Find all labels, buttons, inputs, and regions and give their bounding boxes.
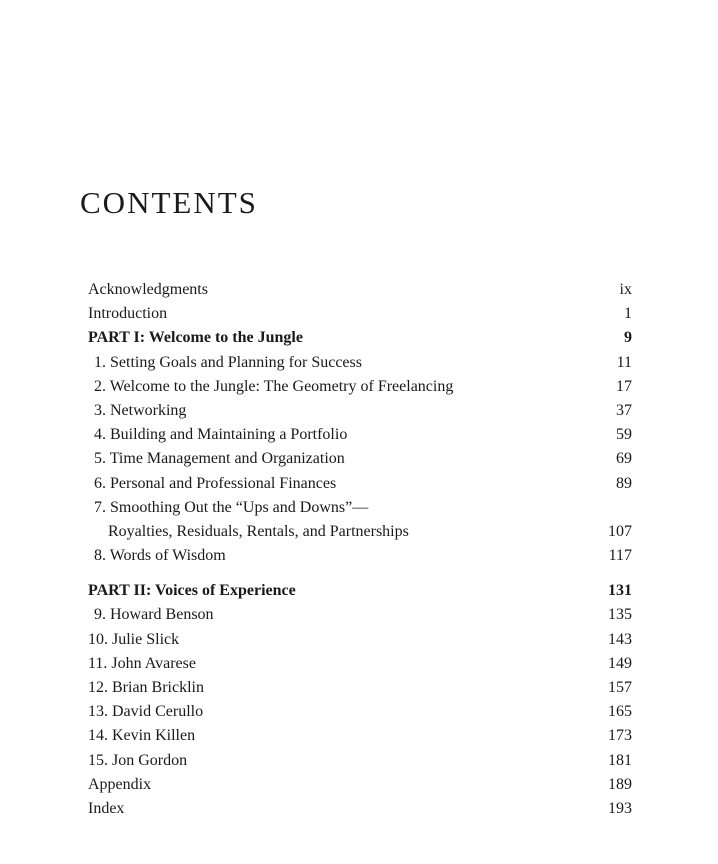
toc-entry-page: 17 [616,377,632,395]
toc-entry-title: 9. Howard Benson [94,606,214,624]
toc-entry-title: PART II: Voices of Experience [88,582,296,600]
toc-chapter-13 [88,700,632,724]
toc-entry-page: 165 [608,703,632,721]
toc-chapter-8 [88,544,632,568]
toc-entry-title: Introduction [88,305,168,323]
toc-entry-page: 173 [608,727,632,745]
toc-entry-page: 1 [624,305,632,323]
toc-chapter-12 [88,676,632,700]
toc-entry-page: 181 [608,751,632,769]
toc-entry-page: 193 [608,799,632,817]
toc-entry-page: 117 [608,547,632,565]
toc-entry-page: 149 [608,654,632,672]
toc-chapter-9 [88,603,632,627]
toc-entry-title: 7. Smoothing Out the “Ups and Downs”— [94,498,369,516]
toc-entry-title: 11. John Avarese [88,654,196,672]
contents-heading: CONTENTS [80,185,258,220]
toc-entry-title: 1. Setting Goals and Planning for Success [94,353,362,371]
toc-entry-appendix [88,773,632,797]
toc-entry-page: 69 [616,450,632,468]
toc-entry-title: 10. Julie Slick [88,630,180,648]
toc-entry-title: 13. David Cerullo [88,703,204,721]
toc-entry-title: 5. Time Management and Organization [94,450,345,468]
toc-entry-title: 8. Words of Wisdom [94,547,226,565]
table-of-contents [88,278,632,821]
toc-entry-page: 143 [608,630,632,648]
toc-entry-title: 14. Kevin Killen [88,727,196,745]
toc-entry-page: 11 [616,353,632,371]
toc-chapter-14 [88,724,632,748]
toc-entry-page: ix [619,281,632,298]
toc-chapter-7-continued [88,520,632,544]
toc-part-1 [88,326,632,350]
toc-entry-title: Index [88,799,125,817]
toc-entry-index [88,797,632,821]
toc-entry-title: Acknowledgments [88,281,208,298]
toc-entry-acknowledgments [88,278,632,302]
toc-chapter-1 [88,351,632,375]
toc-entry-title: PART I: Welcome to the Jungle [88,329,303,347]
toc-entry-page: 59 [616,426,632,444]
toc-chapter-15 [88,749,632,773]
toc-part-2 [88,579,632,603]
toc-entry-page: 157 [608,679,632,696]
toc-entry-title: 6. Personal and Professional Finances [94,474,337,492]
toc-entry-introduction [88,302,632,326]
toc-entry-title: Royalties, Residuals, Rentals, and Partnerships [108,522,409,540]
toc-chapter-4 [88,423,632,447]
toc-chapter-10 [88,628,632,652]
toc-entry-title: 12. Brian Bricklin [88,679,204,696]
toc-entry-page: 131 [608,582,632,600]
toc-entry-title: 4. Building and Maintaining a Portfolio [94,426,348,444]
toc-entry-page: 189 [608,775,632,793]
toc-chapter-6 [88,472,632,496]
toc-entry-title: 15. Jon Gordon [88,751,188,769]
toc-chapter-7 [88,496,632,520]
toc-entry-page: 89 [616,474,632,492]
toc-entry-page: 37 [616,401,632,419]
toc-entry-title: 2. Welcome to the Jungle: The Geometry of Freelancing [94,377,454,395]
toc-entry-title: 3. Networking [94,401,187,419]
toc-chapter-11 [88,652,632,676]
toc-chapter-5 [88,447,632,471]
toc-entry-page: 9 [624,329,632,347]
toc-chapter-3 [88,399,632,423]
toc-chapter-2 [88,375,632,399]
toc-entry-page: 135 [608,606,632,624]
toc-entry-title: Appendix [88,775,152,793]
toc-entry-page: 107 [608,522,632,540]
